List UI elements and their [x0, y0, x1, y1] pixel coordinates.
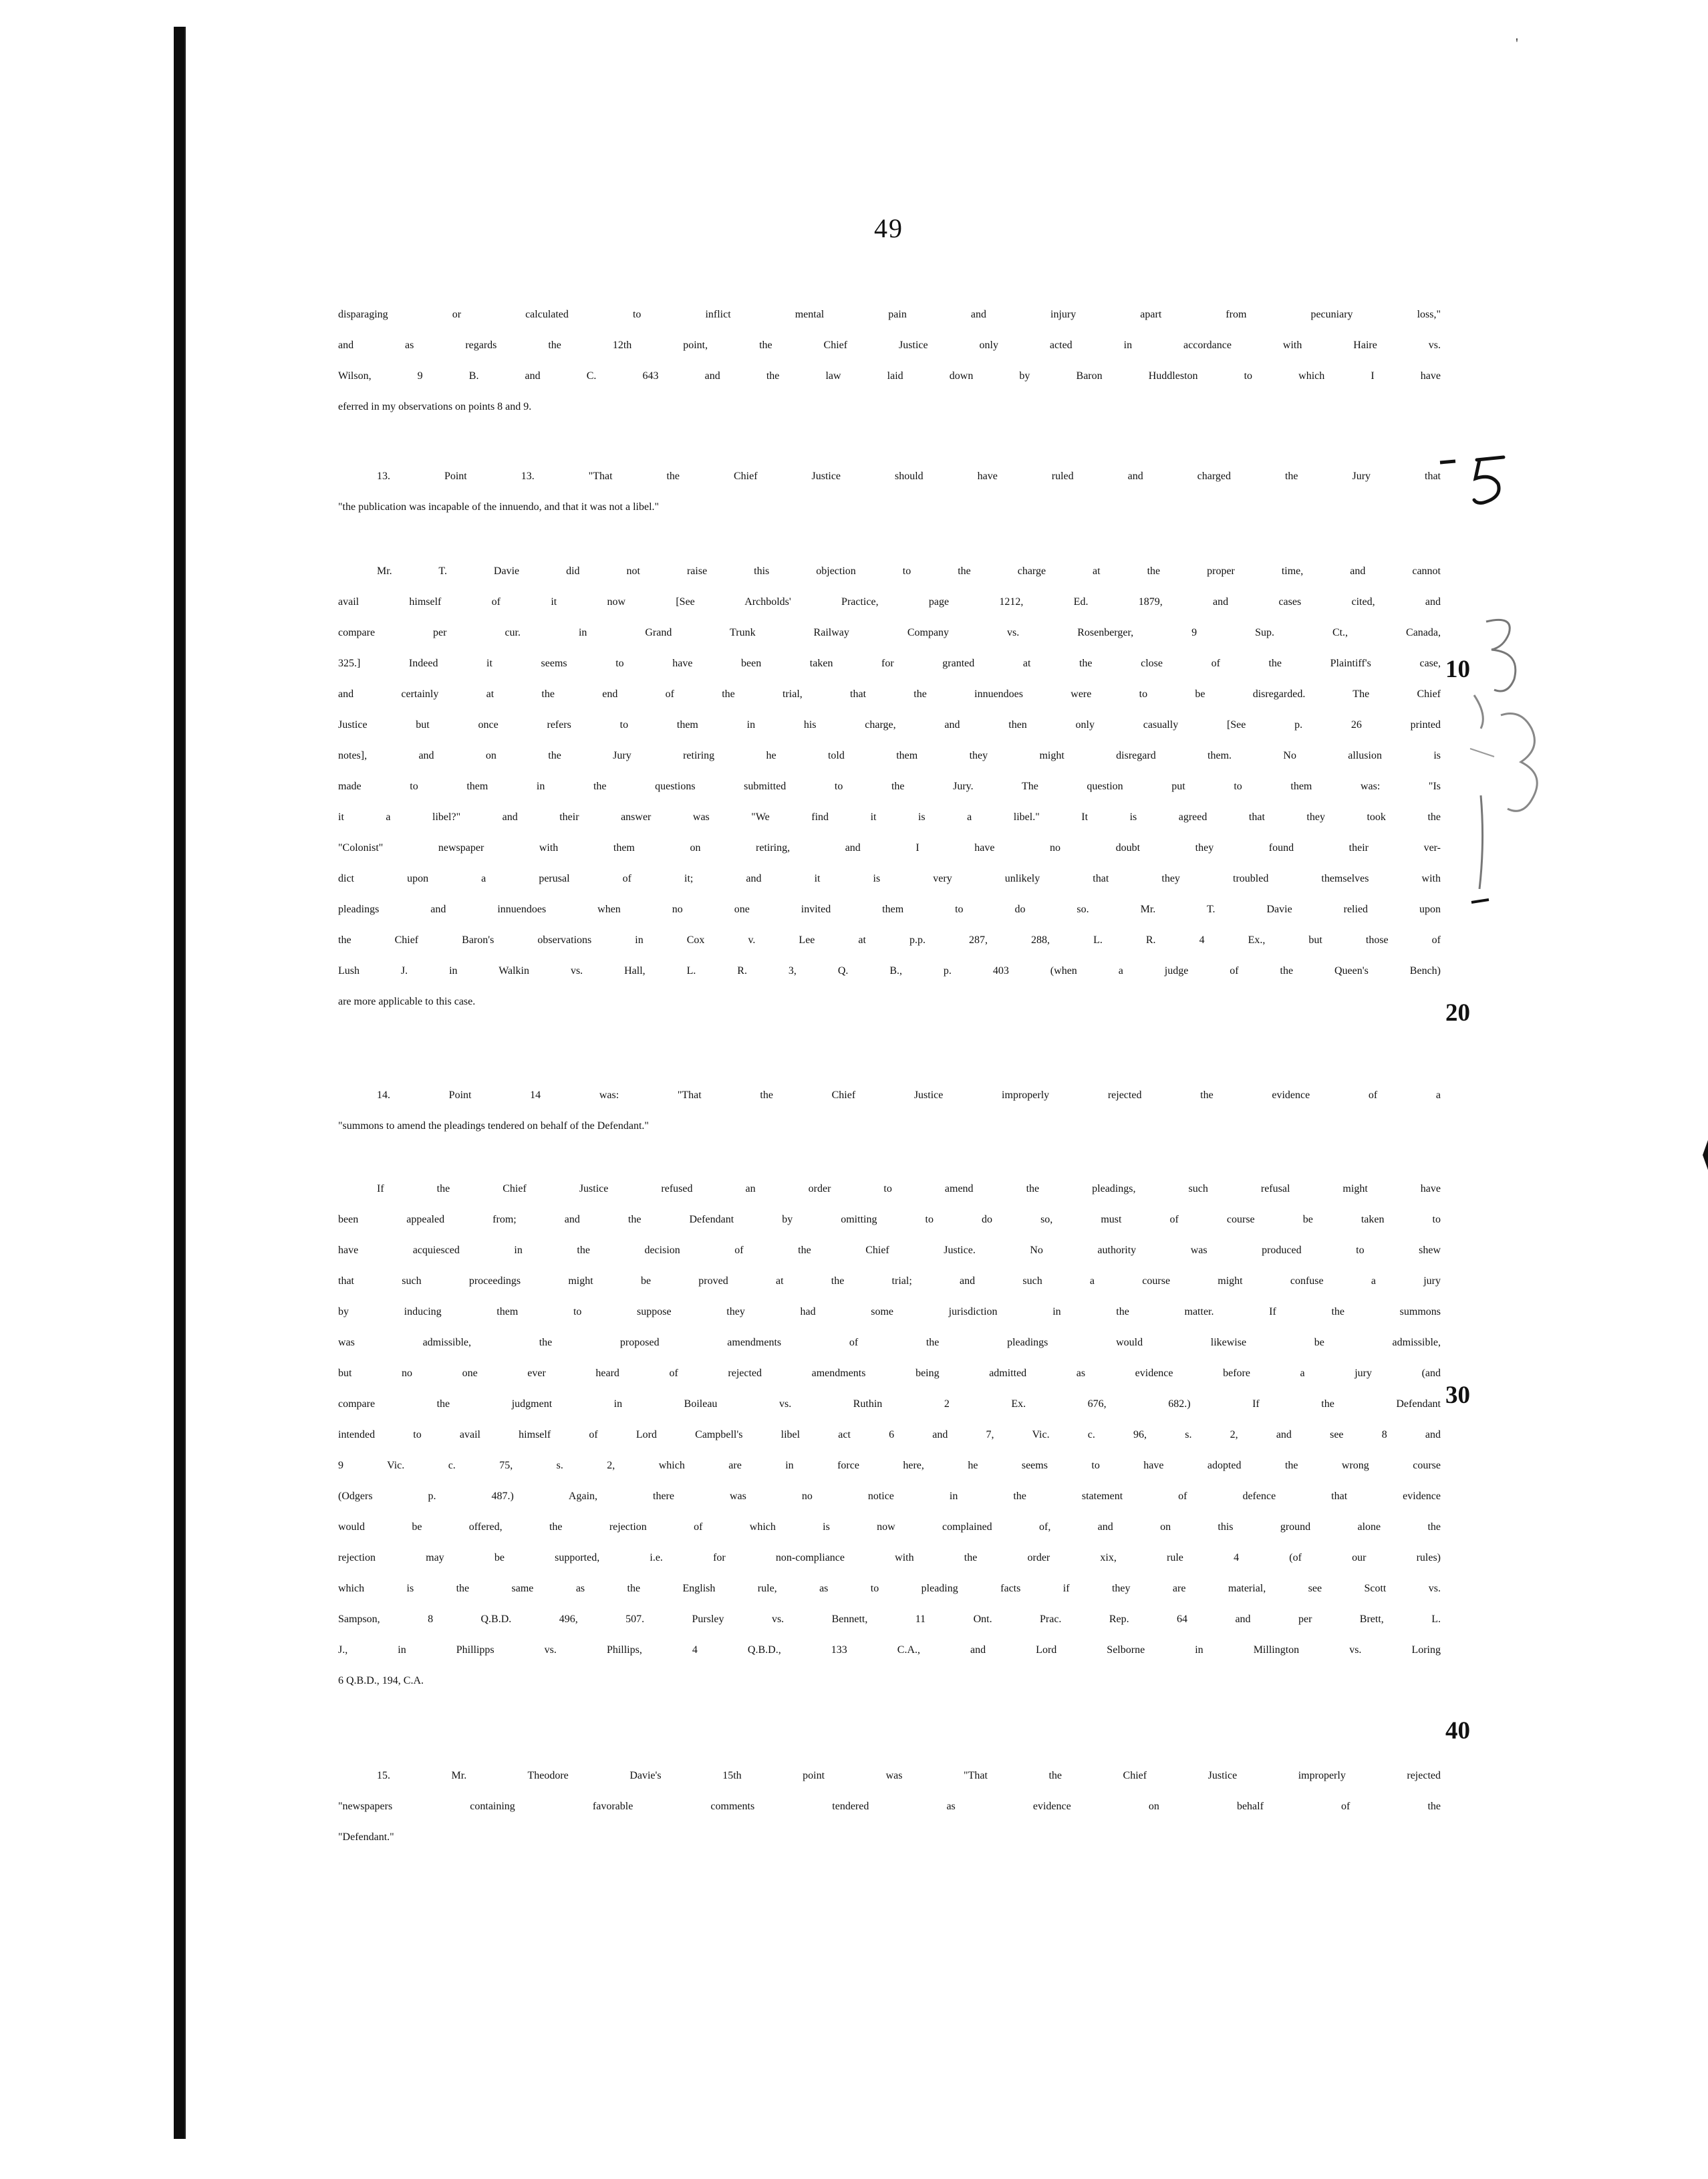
text-line: was admissible, the proposed amendments of the pleadings would likewise be admissible,	[338, 1337, 1441, 1348]
text-line: 6 Q.B.D., 194, C.A.	[338, 1675, 424, 1686]
text-line: Wilson, 9 B. and C. 643 and the law laid down by Baron Huddleston to which I have	[338, 370, 1441, 382]
text-line: which is the same as the English rule, as to pleading facts if they are material, see Scott vs.	[338, 1583, 1441, 1594]
paragraph-point-13	[338, 461, 1441, 523]
text-line: avail himself of it now [See Archbolds' Practice, page 1212, Ed. 1879, and cases cited, and	[338, 596, 1441, 608]
margin-line-number: 30	[1445, 1382, 1470, 1409]
paragraph-continuation	[338, 299, 1441, 422]
text-line: and as regards the 12th point, the Chief Justice only acted in accordance with Haire vs.	[338, 340, 1441, 351]
text-line: If the Chief Justice refused an order to amend the pleadings, such refusal might have	[377, 1183, 1441, 1194]
text-line: by inducing them to suppose they had some jurisdiction in the matter. If the summons	[338, 1306, 1441, 1317]
text-line: "newspapers containing favorable comments tendered as evidence on behalf of the	[338, 1801, 1441, 1812]
text-line: made to them in the questions submitted to the Jury. The question put to them was: "Is	[338, 781, 1441, 792]
text-line: but no one ever heard of rejected amendments being admitted as evidence before a jury (and	[338, 1368, 1441, 1379]
scan-margin	[0, 0, 32, 2179]
text-line: are more applicable to this case.	[338, 996, 476, 1007]
text-line: rejection may be supported, i.e. for non-compliance with the order xix, rule 4 (of our rules)	[338, 1552, 1441, 1563]
text-line: would be offered, the rejection of which is now complained of, and on this ground alone the	[338, 1521, 1441, 1533]
text-line: intended to avail himself of Lord Campbell's libel act 6 and 7, Vic. c. 96, s. 2, and see 8 and	[338, 1429, 1441, 1440]
text-line: (Odgers p. 487.) Again, there was no notice in the statement of defence that evidence	[338, 1491, 1441, 1502]
text-line: 13. Point 13. "That the Chief Justice should have ruled and charged the Jury that	[377, 471, 1441, 482]
text-line: have acquiesced in the decision of the Chief Justice. No authority was produced to shew	[338, 1245, 1441, 1256]
text-line: it a libel?" and their answer was "We find it is a libel." It is agreed that they took the	[338, 811, 1441, 823]
text-line: compare per cur. in Grand Trunk Railway Company vs. Rosenberger, 9 Sup. Ct., Canada,	[338, 627, 1441, 638]
text-line: that such proceedings might be proved at the trial; and such a course might confuse a jury	[338, 1275, 1441, 1287]
text-line: eferred in my observations on points 8 and 9.	[338, 401, 532, 412]
text-line: Lush J. in Walkin vs. Hall, L. R. 3, Q. B., p. 403 (when a judge of the Queen's Bench)	[338, 965, 1441, 977]
text-line: notes], and on the Jury retiring he told them they might disregard them. No allusion is	[338, 750, 1441, 761]
text-line: and certainly at the end of the trial, that the innuendoes were to be disregarded. The Chief	[338, 688, 1441, 700]
book-spine-shadow	[174, 27, 184, 2139]
text-line: Justice but once refers to them in his charge, and then only casually [See p. 26 printed	[338, 719, 1441, 731]
handwritten-five-mark	[1437, 455, 1524, 515]
text-line: 9 Vic. c. 75, s. 2, which are in force here, he seems to have adopted the wrong course	[338, 1460, 1441, 1471]
text-line: 325.] Indeed it seems to have been taken for granted at the close of the Plaintiff's case,	[338, 658, 1441, 669]
pencil-vertical-mark	[1467, 789, 1494, 936]
paragraph-point-15	[338, 1761, 1441, 1853]
text-line: "summons to amend the pleadings tendered on behalf of the Defendant."	[338, 1120, 649, 1132]
text-line: Mr. T. Davie did not raise this objection to the charge at the proper time, and cannot	[377, 565, 1441, 577]
text-line: the Chief Baron's observations in Cox v. Lee at p.p. 287, 288, L. R. 4 Ex., but those of	[338, 934, 1441, 946]
text-line: 14. Point 14 was: "That the Chief Justice improperly rejected the evidence of a	[377, 1090, 1441, 1101]
page-edge-mark	[1703, 1136, 1708, 1174]
text-line: "Colonist" newspaper with them on retiring, and I have no doubt they found their ver-	[338, 842, 1441, 854]
text-line: been appealed from; and the Defendant by omitting to do so, must of course be taken to	[338, 1214, 1441, 1225]
margin-line-number: 40	[1445, 1717, 1470, 1745]
text-line: J., in Phillipps vs. Phillips, 4 Q.B.D., 133 C.A., and Lord Selborne in Millington vs. Loring	[338, 1644, 1441, 1656]
paragraph-davie-objection	[338, 556, 1441, 1017]
text-line: "Defendant."	[338, 1831, 394, 1843]
margin-line-number: 10	[1445, 656, 1470, 683]
paragraph-chief-justice-refused	[338, 1174, 1441, 1696]
text-line: compare the judgment in Boileau vs. Ruthin 2 Ex. 676, 682.) If the Defendant	[338, 1398, 1441, 1410]
paragraph-point-14	[338, 1080, 1441, 1142]
text-line: "the publication was incapable of the innuendo, and that it was not a libel."	[338, 501, 660, 513]
text-line: disparaging or calculated to inflict mental pain and injury apart from pecuniary loss,"	[338, 309, 1441, 320]
text-line: pleadings and innuendoes when no one invited them to do so. Mr. T. Davie relied upon	[338, 904, 1441, 915]
page-number: 49	[874, 213, 903, 243]
text-line: Sampson, 8 Q.B.D. 496, 507. Pursley vs. Bennett, 11 Ont. Prac. Rep. 64 and per Brett, L.	[338, 1614, 1441, 1625]
corner-speck: '	[1516, 35, 1518, 51]
text-line: 15. Mr. Theodore Davie's 15th point was "That the Chief Justice improperly rejected	[377, 1770, 1441, 1781]
text-line: dict upon a perusal of it; and it is very unlikely that they troubled themselves with	[338, 873, 1441, 884]
margin-line-number: 20	[1445, 999, 1470, 1027]
